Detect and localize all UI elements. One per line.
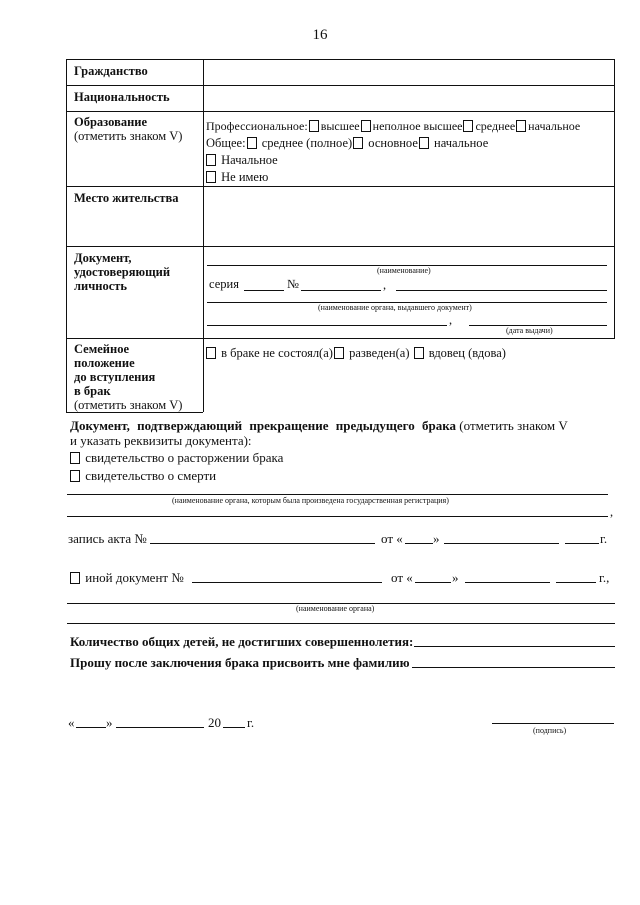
general-label: Общее: — [206, 136, 246, 150]
act-from-label: от « — [381, 531, 403, 546]
marital-label-1: Семейное — [74, 342, 129, 356]
series-field[interactable] — [244, 290, 284, 291]
id-document-label-3: личность — [74, 279, 128, 293]
caption-id-name: (наименование) — [377, 266, 431, 275]
residence-field[interactable] — [204, 187, 613, 245]
number-field[interactable] — [301, 290, 381, 291]
option-never-married: в браке не состоял(а) — [221, 346, 333, 360]
option-primary-prof: начальное — [528, 119, 581, 133]
residence-label: Место жительства — [74, 191, 179, 205]
other-doc-number-field[interactable] — [192, 582, 382, 583]
citizenship-label: Гражданство — [74, 64, 148, 78]
surname-label: Прошу после заключения брака присвоить мне фамилию — [70, 655, 410, 670]
prev-marriage-heading — [70, 418, 568, 433]
series-label: серия — [209, 277, 239, 291]
act-year-field[interactable] — [565, 543, 599, 544]
prev-marriage-heading-note: (отметить знаком V — [459, 418, 568, 433]
id-document-label-2: удостоверяющий — [74, 265, 171, 279]
citizenship-field[interactable] — [204, 60, 613, 84]
issue-field[interactable] — [396, 290, 607, 291]
registration-authority-line-2[interactable] — [67, 516, 608, 517]
year-prefix: 20 — [208, 715, 221, 730]
checkbox-secondary-prof[interactable] — [463, 120, 473, 132]
other-doc-authority-line-2[interactable] — [67, 623, 615, 624]
number-label: № — [287, 277, 299, 291]
other-doc-year-suffix: г., — [599, 570, 610, 585]
act-day-field[interactable] — [405, 543, 433, 544]
option-widowed: вдовец (вдова) — [428, 346, 506, 360]
date-open-quote: « — [68, 715, 75, 730]
education-none-row — [206, 170, 268, 185]
other-doc-quote-close: » — [452, 570, 459, 585]
children-count-label: Количество общих детей, не достигших совершеннолетия: — [70, 634, 414, 649]
children-count-field[interactable] — [414, 646, 615, 647]
nationality-label: Национальность — [74, 90, 170, 104]
caption-issue-date: (дата выдачи) — [506, 326, 553, 335]
option-divorce-cert: свидетельство о расторжении брака — [85, 450, 284, 465]
death-cert-row — [70, 468, 216, 483]
education-note: (отметить знаком V) — [74, 129, 183, 143]
option-basic: основное — [368, 136, 418, 150]
option-secondary-full: среднее (полное) — [261, 136, 353, 150]
act-record-number-field[interactable] — [150, 543, 375, 544]
option-higher: высшее — [320, 119, 360, 133]
act-record-label: запись акта № — [68, 531, 147, 546]
marital-label-4: в брак — [74, 384, 111, 398]
other-doc-row — [70, 570, 184, 585]
checkbox-secondary-full[interactable] — [247, 137, 257, 149]
prev-marriage-heading-bold: Документ, подтверждающий прекращение предыдущего брака — [70, 418, 457, 433]
option-incomplete-higher: неполное высшее — [372, 119, 463, 133]
caption-issuing-authority: (наименование органа, выдавшего документ) — [318, 303, 472, 312]
professional-label: Профессиональное: — [206, 119, 308, 133]
checkbox-none[interactable] — [206, 171, 216, 183]
act-quote-close: » — [433, 531, 440, 546]
other-doc-month-field[interactable] — [465, 582, 550, 583]
marital-options-row — [206, 346, 506, 361]
option-primary-general: начальное — [434, 136, 489, 150]
caption-authority: (наименование органа) — [296, 604, 375, 613]
checkbox-basic[interactable] — [353, 137, 363, 149]
caption-registration-authority: (наименование органа, которым была произведена государственная регистрация) — [172, 496, 449, 505]
comma-2: , — [449, 313, 453, 327]
option-primary: Начальное — [221, 153, 278, 167]
education-label: Образование — [74, 115, 148, 129]
act-year-suffix: г. — [600, 531, 608, 546]
date-month-field[interactable] — [116, 727, 204, 728]
option-divorced: разведен(а) — [349, 346, 410, 360]
trailing-comma: , — [610, 505, 614, 519]
signature-field[interactable] — [492, 723, 614, 724]
marital-note: (отметить знаком V) — [74, 398, 183, 412]
other-doc-day-field[interactable] — [415, 582, 451, 583]
checkbox-primary-general[interactable] — [419, 137, 429, 149]
checkbox-divorced[interactable] — [334, 347, 344, 359]
date-day-field[interactable] — [76, 727, 106, 728]
issuing-authority-line-2[interactable] — [207, 325, 447, 326]
checkbox-incomplete-higher[interactable] — [361, 120, 371, 132]
other-doc-label: иной документ № — [85, 570, 184, 585]
checkbox-higher[interactable] — [309, 120, 319, 132]
other-doc-year-field[interactable] — [556, 582, 596, 583]
date-close-quote: » — [106, 715, 113, 730]
prev-marriage-heading-line2: и указать реквизиты документа): — [70, 433, 252, 448]
id-document-label-1: Документ, — [74, 251, 132, 265]
checkbox-divorce-cert[interactable] — [70, 452, 80, 464]
checkbox-widowed[interactable] — [414, 347, 424, 359]
comma-1: , — [383, 278, 387, 292]
page-number: 16 — [312, 27, 328, 43]
education-primary-row — [206, 153, 278, 168]
marital-label-2: положение — [74, 356, 135, 370]
checkbox-primary[interactable] — [206, 154, 216, 166]
option-secondary-prof: среднее — [475, 119, 516, 133]
checkbox-never-married[interactable] — [206, 347, 216, 359]
other-doc-from-label: от « — [391, 570, 413, 585]
checkbox-other-doc[interactable] — [70, 572, 80, 584]
year-suffix: г. — [247, 715, 255, 730]
date-year-field[interactable] — [223, 727, 245, 728]
checkbox-death-cert[interactable] — [70, 470, 80, 482]
marital-label-3: до вступления — [74, 370, 156, 384]
caption-signature: (подпись) — [533, 726, 567, 735]
option-none: Не имею — [221, 170, 269, 184]
registration-authority-line[interactable] — [67, 494, 608, 495]
divorce-cert-row — [70, 450, 283, 465]
nationality-field[interactable] — [204, 86, 613, 110]
general-education-row — [206, 136, 488, 151]
option-death-cert: свидетельство о смерти — [85, 468, 217, 483]
act-month-field[interactable] — [444, 543, 559, 544]
surname-field[interactable] — [412, 667, 615, 668]
checkbox-primary-prof[interactable] — [516, 120, 526, 132]
professional-education-row — [206, 119, 580, 134]
